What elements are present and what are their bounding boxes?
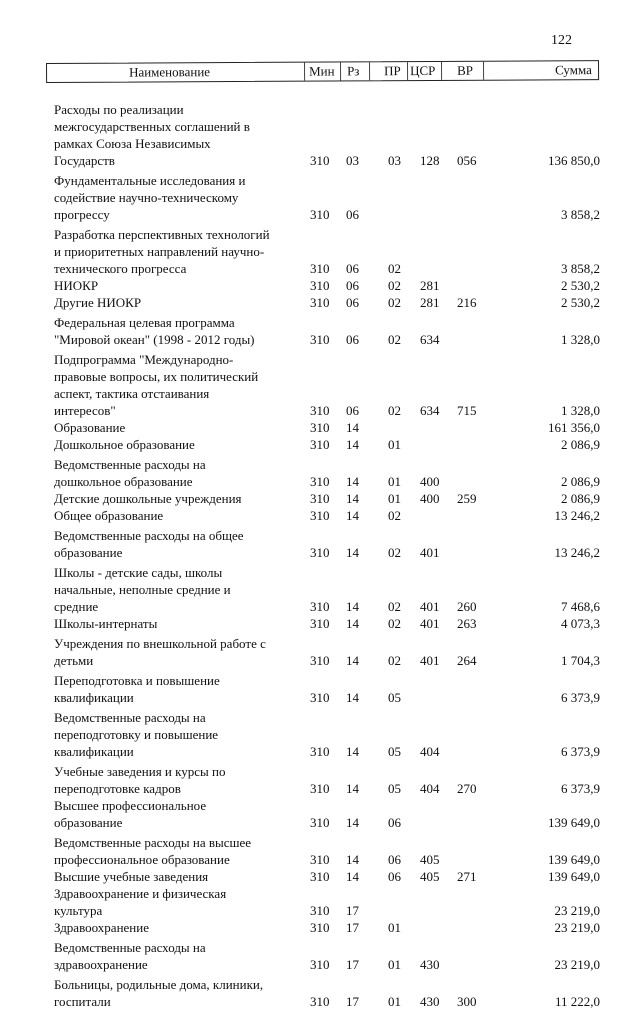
row-min: 310 [310, 153, 330, 168]
table-row [54, 172, 600, 223]
table-row [54, 277, 600, 294]
row-pr: 02 [388, 508, 401, 523]
row-min: 310 [310, 207, 330, 222]
table-row [54, 294, 600, 311]
row-sum: 1 704,3 [561, 653, 600, 668]
row-csr: 401 [420, 653, 440, 668]
row-csr: 128 [420, 153, 440, 168]
row-rz: 14 [346, 653, 359, 668]
row-sum: 2 086,9 [561, 491, 600, 506]
header-min: Мин [309, 63, 335, 79]
divider [407, 62, 408, 80]
row-pr: 06 [388, 869, 401, 884]
row-min: 310 [310, 474, 330, 489]
table-row [54, 507, 600, 524]
row-csr: 281 [420, 295, 440, 310]
table-row [54, 672, 600, 706]
row-name: Ведомственные расходы на общее образование [54, 528, 244, 560]
row-pr: 01 [388, 957, 401, 972]
row-rz: 14 [346, 616, 359, 631]
row-vr: 260 [457, 599, 477, 614]
row-name: Ведомственные расходы на высшее профессиональное образование [54, 835, 252, 867]
table-row [54, 314, 600, 348]
row-rz: 14 [346, 437, 359, 452]
row-pr: 02 [388, 332, 401, 347]
row-sum: 1 328,0 [561, 332, 600, 347]
row-pr: 05 [388, 781, 401, 796]
row-min: 310 [310, 852, 330, 867]
row-pr: 03 [388, 153, 401, 168]
row-rz: 06 [346, 261, 359, 276]
row-pr: 02 [388, 278, 401, 293]
table-row [54, 226, 600, 277]
row-name: Общее образование [54, 508, 164, 523]
table-row [54, 101, 600, 169]
row-sum: 2 086,9 [561, 437, 600, 452]
row-name: Ведомственные расходы на переподготовку и повышение квалификации [54, 710, 219, 759]
row-min: 310 [310, 957, 330, 972]
row-rz: 14 [346, 852, 359, 867]
row-rz: 17 [346, 903, 359, 918]
row-rz: 14 [346, 744, 359, 759]
divider [304, 63, 305, 81]
row-name: Детские дошкольные учреждения [54, 491, 242, 506]
row-rz: 14 [346, 869, 359, 884]
row-rz: 14 [346, 491, 359, 506]
row-sum: 4 073,3 [561, 616, 600, 631]
divider [441, 62, 442, 80]
table-row [54, 709, 600, 760]
row-name: Высшее профессиональное образование [54, 798, 207, 830]
table-row [54, 490, 600, 507]
row-min: 310 [310, 815, 330, 830]
row-sum: 139 649,0 [548, 815, 600, 830]
row-sum: 6 373,9 [561, 781, 600, 796]
row-min: 310 [310, 744, 330, 759]
row-name: Образование [54, 420, 126, 435]
row-min: 310 [310, 437, 330, 452]
row-csr: 405 [420, 869, 440, 884]
row-min: 310 [310, 781, 330, 796]
row-csr: 404 [420, 781, 440, 796]
row-pr: 01 [388, 920, 401, 935]
row-rz: 17 [346, 920, 359, 935]
row-pr: 02 [388, 616, 401, 631]
row-vr: 259 [457, 491, 477, 506]
row-sum: 3 858,2 [561, 207, 600, 222]
row-name: Школы - детские сады, школы начальные, неполные средние и средние [54, 565, 231, 614]
row-sum: 23 219,0 [554, 957, 600, 972]
divider [340, 62, 341, 80]
row-csr: 634 [420, 332, 440, 347]
table-row [54, 885, 600, 919]
table-header [46, 60, 599, 83]
header-name: Наименование [129, 64, 211, 80]
row-pr: 05 [388, 690, 401, 705]
row-name: НИОКР [54, 278, 99, 293]
table-row [54, 763, 600, 797]
row-name: Здравоохранение [54, 920, 149, 935]
row-rz: 03 [346, 153, 359, 168]
page-number: 122 [551, 33, 572, 48]
row-name: Фундаментальные исследования и содействие научно-техническому прогрессу [54, 173, 246, 222]
row-rz: 06 [346, 403, 359, 418]
row-vr: 715 [457, 403, 477, 418]
table-row [54, 436, 600, 453]
header-rz: Рз [347, 63, 360, 79]
row-name: Подпрограмма "Международно-правовые вопросы, их политический аспект, тактика отстаивания интересов" [54, 352, 259, 418]
row-name: Разработка перспективных технологий и приоритетных направлений научно-технического прогресса [54, 227, 270, 276]
row-rz: 14 [346, 815, 359, 830]
row-sum: 6 373,9 [561, 744, 600, 759]
row-name: Расходы по реализации межгосударственных соглашений в рамках Союза Независимых Государств [54, 102, 250, 168]
row-min: 310 [310, 903, 330, 918]
row-rz: 14 [346, 599, 359, 614]
row-pr: 01 [388, 474, 401, 489]
row-vr: 300 [457, 994, 477, 1009]
row-min: 310 [310, 295, 330, 310]
row-name: Больницы, родильные дома, клиники, госпитали [54, 977, 264, 1009]
row-sum: 2 530,2 [561, 295, 600, 310]
row-sum: 6 373,9 [561, 690, 600, 705]
row-min: 310 [310, 616, 330, 631]
row-csr: 401 [420, 616, 440, 631]
row-min: 310 [310, 869, 330, 884]
row-sum: 13 246,2 [554, 508, 600, 523]
row-vr: 263 [457, 616, 477, 631]
row-name: Федеральная целевая программа "Мировой океан" (1998 - 2012 годы) [54, 315, 255, 347]
table-row [54, 797, 600, 831]
row-csr: 404 [420, 744, 440, 759]
row-pr: 02 [388, 261, 401, 276]
row-sum: 23 219,0 [554, 903, 600, 918]
row-min: 310 [310, 599, 330, 614]
table-row [54, 351, 600, 419]
row-rz: 14 [346, 420, 359, 435]
row-name: Ведомственные расходы на здравоохранение [54, 940, 206, 972]
row-csr: 405 [420, 852, 440, 867]
row-rz: 06 [346, 278, 359, 293]
row-sum: 161 356,0 [548, 420, 600, 435]
row-min: 310 [310, 491, 330, 506]
table-row [54, 527, 600, 561]
row-name: Учебные заведения и курсы по переподготовке кадров [54, 764, 226, 796]
row-sum: 11 222,0 [554, 994, 600, 1009]
row-rz: 14 [346, 545, 359, 560]
row-name: Другие НИОКР [54, 295, 142, 310]
header-vr: ВР [457, 62, 473, 78]
row-sum: 139 649,0 [548, 852, 600, 867]
row-min: 310 [310, 653, 330, 668]
row-vr: 264 [457, 653, 477, 668]
row-name: Переподготовка и повышение квалификации [54, 673, 220, 705]
row-rz: 06 [346, 207, 359, 222]
row-name: Высшие учебные заведения [54, 869, 209, 884]
row-vr: 270 [457, 781, 477, 796]
row-csr: 430 [420, 957, 440, 972]
row-pr: 01 [388, 491, 401, 506]
row-name: Учреждения по внешкольной работе с детьми [54, 636, 266, 668]
row-pr: 06 [388, 852, 401, 867]
row-rz: 14 [346, 508, 359, 523]
row-min: 310 [310, 545, 330, 560]
table-row [54, 976, 600, 1010]
row-pr: 01 [388, 437, 401, 452]
budget-table-body [54, 101, 600, 1010]
row-min: 310 [310, 920, 330, 935]
row-sum: 13 246,2 [554, 545, 600, 560]
row-min: 310 [310, 278, 330, 293]
row-pr: 05 [388, 744, 401, 759]
row-sum: 136 850,0 [548, 153, 600, 168]
row-pr: 02 [388, 403, 401, 418]
row-rz: 06 [346, 295, 359, 310]
row-rz: 14 [346, 781, 359, 796]
row-sum: 1 328,0 [561, 403, 600, 418]
row-pr: 02 [388, 545, 401, 560]
row-vr: 216 [457, 295, 477, 310]
row-pr: 02 [388, 599, 401, 614]
table-row [54, 615, 600, 632]
row-csr: 400 [420, 491, 440, 506]
table-row [54, 564, 600, 615]
row-pr: 02 [388, 653, 401, 668]
row-name: Дошкольное образование [54, 437, 195, 452]
row-vr: 271 [457, 869, 477, 884]
row-min: 310 [310, 420, 330, 435]
row-rz: 14 [346, 474, 359, 489]
header-csr: ЦСР [410, 62, 436, 79]
row-csr: 401 [420, 599, 440, 614]
row-min: 310 [310, 994, 330, 1009]
row-sum: 139 649,0 [548, 869, 600, 884]
row-rz: 17 [346, 994, 359, 1009]
row-sum: 7 468,6 [561, 599, 600, 614]
row-name: Школы-интернаты [54, 616, 158, 631]
row-csr: 401 [420, 545, 440, 560]
row-rz: 06 [346, 332, 359, 347]
row-sum: 2 530,2 [561, 278, 600, 293]
row-sum: 2 086,9 [561, 474, 600, 489]
table-row [54, 834, 600, 868]
row-pr: 06 [388, 815, 401, 830]
row-csr: 634 [420, 403, 440, 418]
divider [483, 62, 484, 80]
row-csr: 281 [420, 278, 440, 293]
table-row [54, 919, 600, 936]
row-rz: 14 [346, 690, 359, 705]
row-min: 310 [310, 508, 330, 523]
table-row [54, 868, 600, 885]
header-sum: Сумма [555, 62, 592, 78]
row-pr: 02 [388, 295, 401, 310]
row-min: 310 [310, 690, 330, 705]
row-sum: 3 858,2 [561, 261, 600, 276]
row-name: Ведомственные расходы на дошкольное образование [54, 457, 206, 489]
row-pr: 01 [388, 994, 401, 1009]
header-pr: ПР [384, 63, 401, 79]
row-min: 310 [310, 261, 330, 276]
table-row [54, 939, 600, 973]
row-sum: 23 219,0 [554, 920, 600, 935]
row-csr: 400 [420, 474, 440, 489]
row-csr: 430 [420, 994, 440, 1009]
row-min: 310 [310, 403, 330, 418]
row-vr: 056 [457, 153, 477, 168]
row-name: Здравоохранение и физическая культура [54, 886, 227, 918]
row-rz: 17 [346, 957, 359, 972]
table-row [54, 635, 600, 669]
table-row [54, 456, 600, 490]
table-row [54, 419, 600, 436]
row-min: 310 [310, 332, 330, 347]
divider [369, 62, 370, 80]
